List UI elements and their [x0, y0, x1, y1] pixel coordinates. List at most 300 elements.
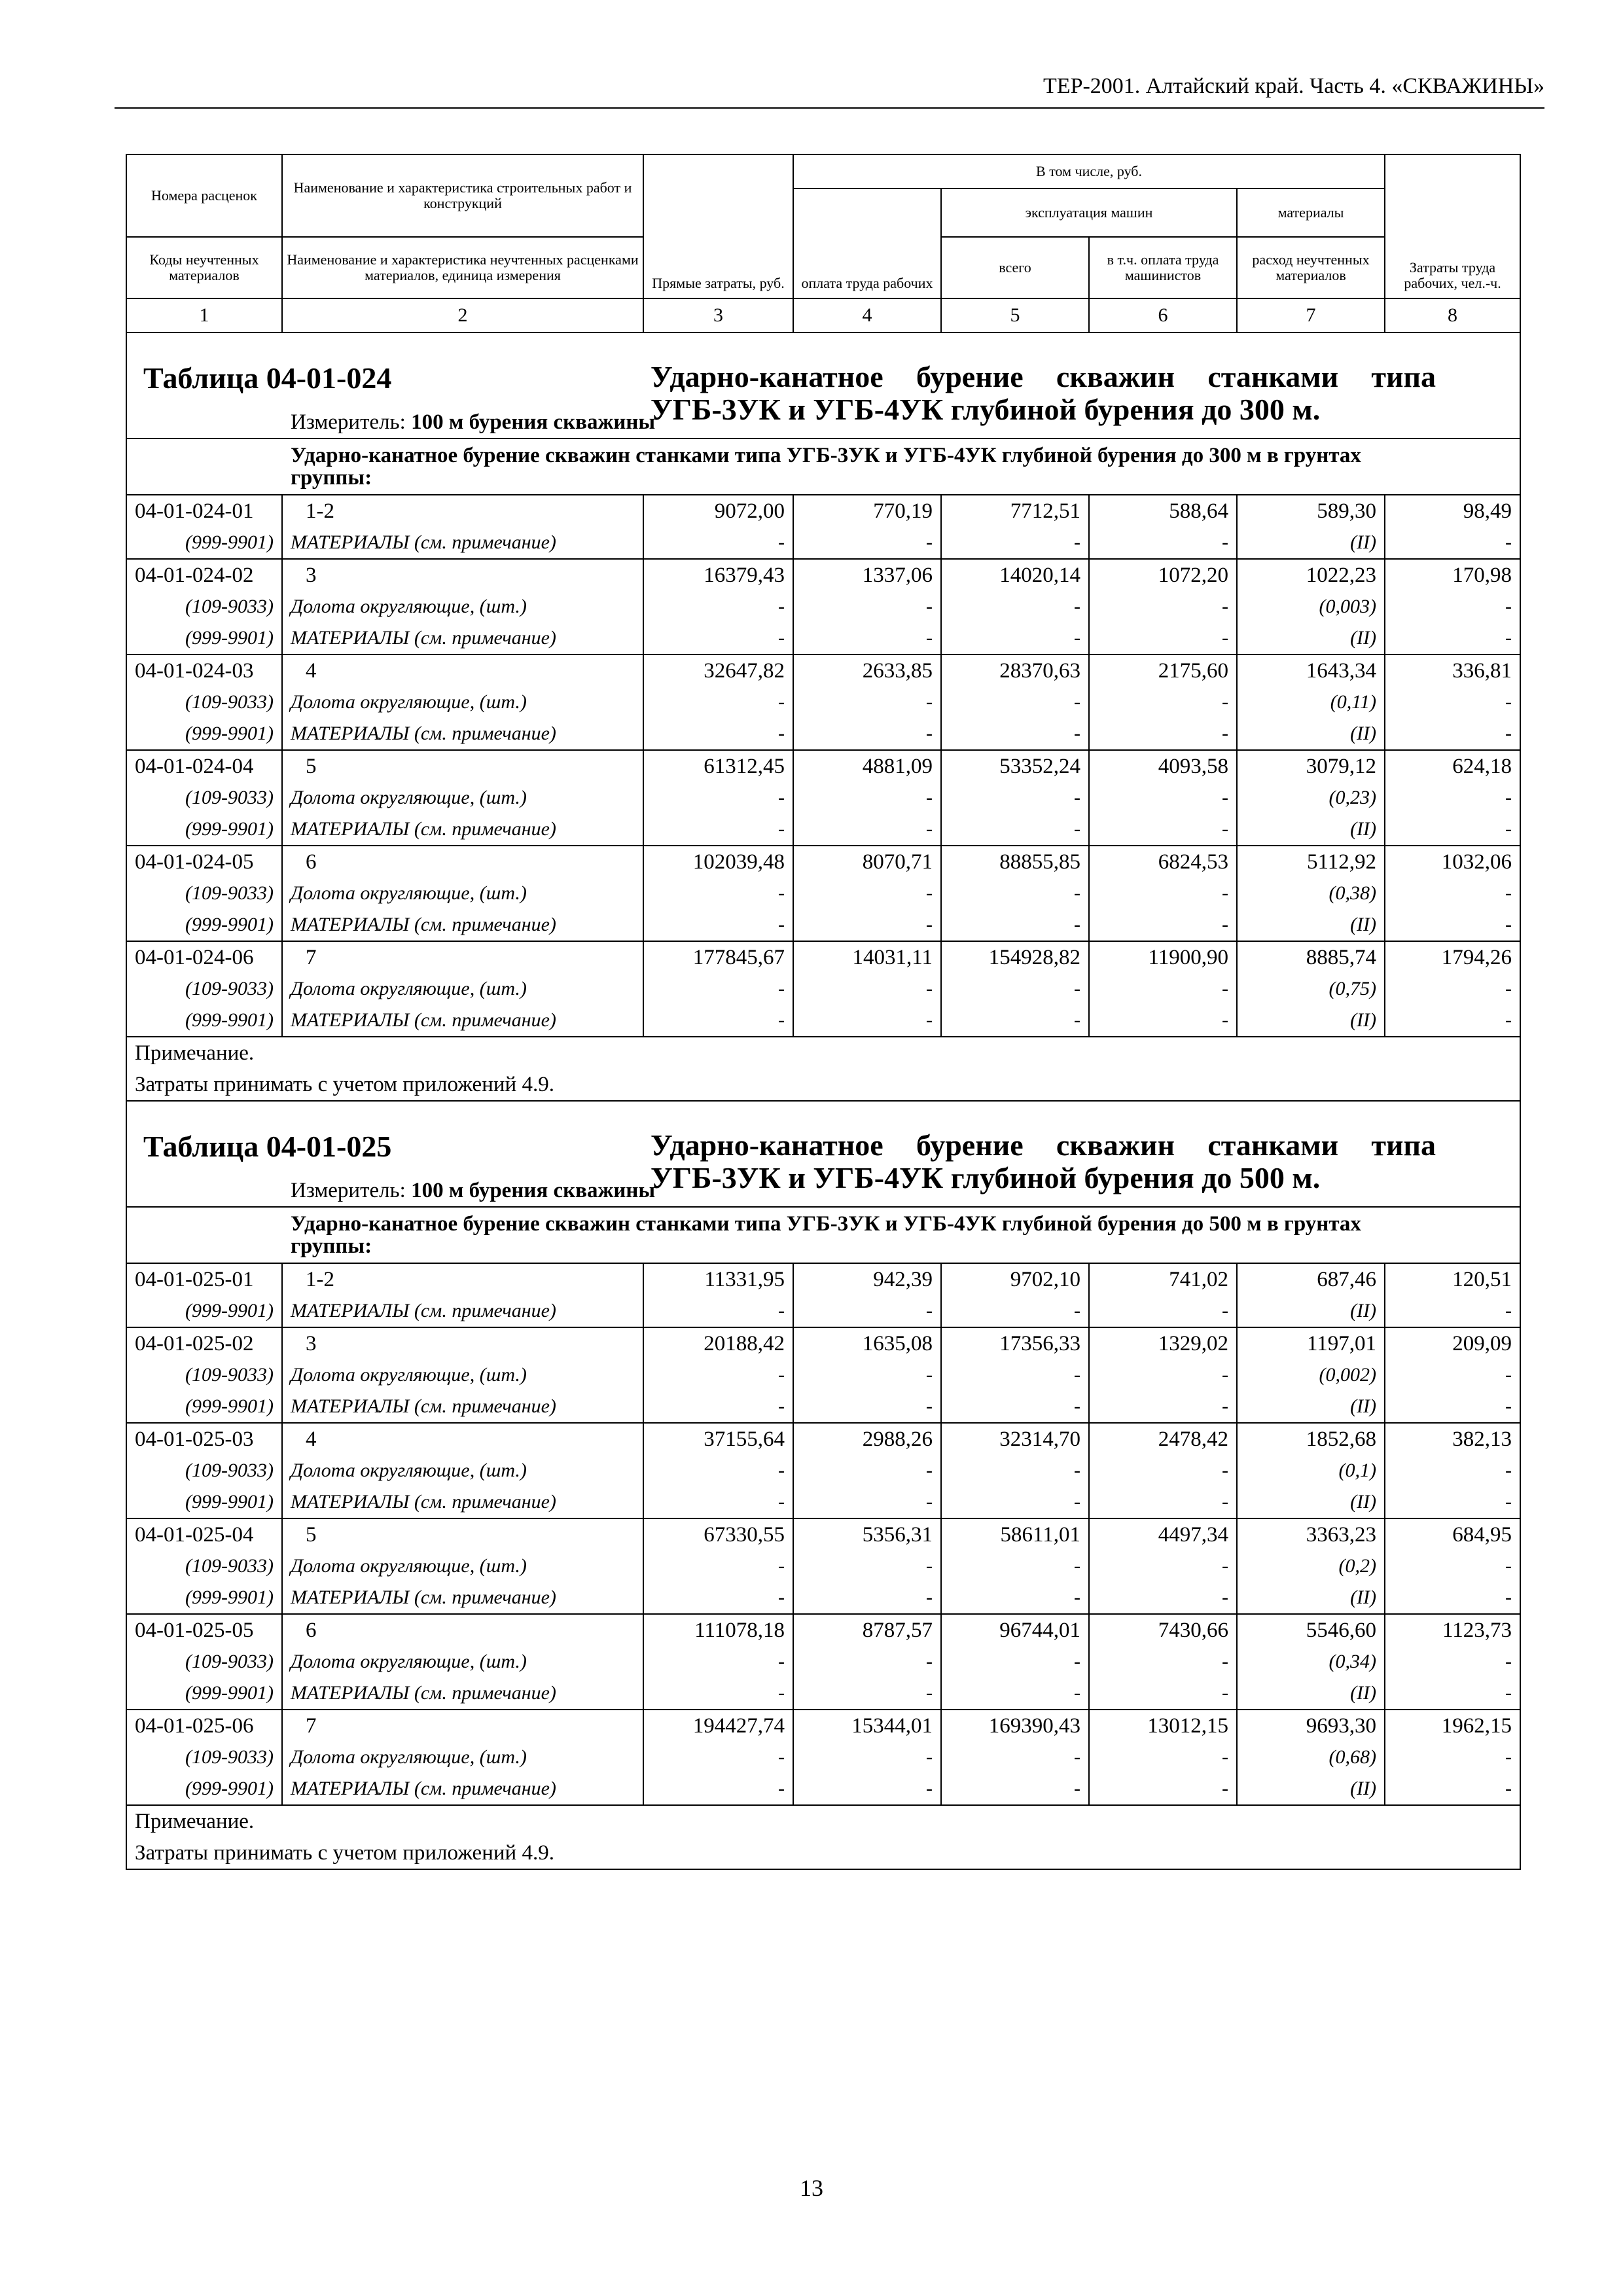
rate-code: 04-01-025-04 [126, 1518, 282, 1551]
value-cell: 28370,63 [941, 655, 1089, 687]
material-usage: (0,68) [1237, 1742, 1385, 1773]
rate-code: 04-01-025-05 [126, 1614, 282, 1646]
running-title: ТЕР-2001. Алтайский край. Часть 4. «СКВАЖИНЫ» [1043, 74, 1544, 98]
material-code: (109-9033) [126, 687, 282, 718]
dash-cell: - [1089, 527, 1237, 559]
rate-name: 6 [282, 1614, 643, 1646]
value-cell: 1337,06 [793, 559, 941, 591]
material-name: МАТЕРИАЛЫ (см. примечание) [282, 718, 643, 750]
group-row [126, 1207, 1520, 1263]
material-usage: (II) [1237, 1773, 1385, 1805]
dash-cell: - [793, 718, 941, 750]
material-code: (999-9901) [126, 1677, 282, 1710]
value-cell: 17356,33 [941, 1327, 1089, 1359]
col-header-labor-costs: Затраты труда рабочих, чел.-ч. [1385, 154, 1520, 298]
dash-cell: - [1385, 527, 1520, 559]
rate-code: 04-01-025-02 [126, 1327, 282, 1359]
dash-cell: - [643, 1391, 793, 1423]
dash-cell: - [643, 1005, 793, 1037]
header-row-1 [126, 154, 1520, 188]
value-cell: 61312,45 [643, 750, 793, 782]
table-row [126, 559, 1520, 591]
dash-cell: - [1385, 1486, 1520, 1518]
rate-code: 04-01-024-05 [126, 846, 282, 878]
value-cell: 194427,74 [643, 1710, 793, 1742]
dash-cell: - [941, 1295, 1089, 1327]
dash-cell: - [1089, 1742, 1237, 1773]
dash-cell: - [941, 687, 1089, 718]
table-row [126, 1518, 1520, 1551]
value-cell: 741,02 [1089, 1263, 1237, 1295]
dash-cell: - [1385, 973, 1520, 1005]
material-name: Долота округляющие, (шт.) [282, 782, 643, 814]
value-cell: 624,18 [1385, 750, 1520, 782]
value-cell: 2633,85 [793, 655, 941, 687]
material-name: МАТЕРИАЛЫ (см. примечание) [282, 527, 643, 559]
material-row [126, 1486, 1520, 1518]
material-code: (999-9901) [126, 527, 282, 559]
group-heading: Ударно-канатное бурение скважин станками типа УГБ-3УК и УГБ-4УК глубиной бурения до 500 м в грунтах группы: [126, 1207, 1520, 1263]
col-number: 1 [126, 298, 282, 332]
table-row [126, 750, 1520, 782]
table-row [126, 846, 1520, 878]
value-cell: 5112,92 [1237, 846, 1385, 878]
material-code: (109-9033) [126, 878, 282, 909]
dash-cell: - [1089, 1295, 1237, 1327]
rate-name: 1-2 [282, 495, 643, 527]
material-name: МАТЕРИАЛЫ (см. примечание) [282, 909, 643, 941]
value-cell: 9072,00 [643, 495, 793, 527]
material-name: МАТЕРИАЛЫ (см. примечание) [282, 1773, 643, 1805]
table-title: Ударно-канатное бурение скважин станками типа УГБ-3УК и УГБ-4УК глубиной бурения до 500 м. [651, 1128, 1436, 1194]
material-name: МАТЕРИАЛЫ (см. примечание) [282, 622, 643, 655]
material-name: Долота округляющие, (шт.) [282, 1455, 643, 1486]
material-usage: (II) [1237, 622, 1385, 655]
dash-cell: - [643, 909, 793, 941]
rate-code: 04-01-024-06 [126, 941, 282, 973]
rate-code: 04-01-024-03 [126, 655, 282, 687]
material-name: Долота округляющие, (шт.) [282, 1551, 643, 1582]
note-text: Затраты принимать с учетом приложений 4.9. [126, 1837, 1520, 1869]
material-row [126, 782, 1520, 814]
value-cell: 1962,15 [1385, 1710, 1520, 1742]
dash-cell: - [793, 687, 941, 718]
dash-cell: - [1385, 591, 1520, 622]
material-row [126, 527, 1520, 559]
material-usage: (II) [1237, 1391, 1385, 1423]
value-cell: 13012,15 [1089, 1710, 1237, 1742]
dash-cell: - [1089, 1486, 1237, 1518]
value-cell: 14031,11 [793, 941, 941, 973]
material-row [126, 591, 1520, 622]
material-row [126, 1005, 1520, 1037]
dash-cell: - [643, 1486, 793, 1518]
note-text: Затраты принимать с учетом приложений 4.9. [126, 1069, 1520, 1101]
material-usage: (0,11) [1237, 687, 1385, 718]
table-id: Таблица 04-01-025 [143, 1130, 392, 1163]
material-code: (109-9033) [126, 1359, 282, 1391]
table-row [126, 1263, 1520, 1295]
rate-name: 3 [282, 559, 643, 591]
value-cell: 9702,10 [941, 1263, 1089, 1295]
value-cell: 7430,66 [1089, 1614, 1237, 1646]
dash-cell: - [643, 1742, 793, 1773]
dash-cell: - [793, 878, 941, 909]
note-row [126, 1069, 1520, 1101]
value-cell: 4093,58 [1089, 750, 1237, 782]
dash-cell: - [643, 1646, 793, 1677]
dash-cell: - [941, 1646, 1089, 1677]
material-usage: (II) [1237, 1677, 1385, 1710]
col-number: 5 [941, 298, 1089, 332]
note-row [126, 1805, 1520, 1837]
value-cell: 120,51 [1385, 1263, 1520, 1295]
value-cell: 8787,57 [793, 1614, 941, 1646]
note-row [126, 1037, 1520, 1069]
material-name: Долота округляющие, (шт.) [282, 1742, 643, 1773]
dash-cell: - [793, 814, 941, 846]
value-cell: 67330,55 [643, 1518, 793, 1551]
dash-cell: - [793, 909, 941, 941]
material-name: МАТЕРИАЛЫ (см. примечание) [282, 1677, 643, 1710]
material-name: МАТЕРИАЛЫ (см. примечание) [282, 814, 643, 846]
dash-cell: - [1385, 1551, 1520, 1582]
material-usage: (0,2) [1237, 1551, 1385, 1582]
value-cell: 1643,34 [1237, 655, 1385, 687]
measurer-value: 100 м бурения скважины [411, 1178, 656, 1202]
material-row [126, 1773, 1520, 1805]
table-body [126, 154, 1520, 1869]
rate-name: 4 [282, 1423, 643, 1455]
dash-cell: - [793, 1677, 941, 1710]
value-cell: 15344,01 [793, 1710, 941, 1742]
value-cell: 11900,90 [1089, 941, 1237, 973]
dash-cell: - [941, 1486, 1089, 1518]
dash-cell: - [793, 973, 941, 1005]
rate-name: 7 [282, 941, 643, 973]
table-id: Таблица 04-01-024 [143, 361, 392, 395]
value-cell: 770,19 [793, 495, 941, 527]
dash-cell: - [793, 1773, 941, 1805]
col-number: 4 [793, 298, 941, 332]
note-row [126, 1837, 1520, 1869]
dash-cell: - [643, 1582, 793, 1614]
dash-cell: - [1385, 1295, 1520, 1327]
material-row [126, 1295, 1520, 1327]
value-cell: 1032,06 [1385, 846, 1520, 878]
value-cell: 1852,68 [1237, 1423, 1385, 1455]
measurer-label: Измеритель: [291, 1178, 406, 1202]
value-cell: 1329,02 [1089, 1327, 1237, 1359]
value-cell: 5356,31 [793, 1518, 941, 1551]
value-cell: 4497,34 [1089, 1518, 1237, 1551]
rate-code: 04-01-025-06 [126, 1710, 282, 1742]
measurer-value: 100 м бурения скважины [411, 410, 656, 434]
dash-cell: - [1089, 1455, 1237, 1486]
value-cell: 6824,53 [1089, 846, 1237, 878]
col-header-workers-pay: оплата труда рабочих [793, 188, 941, 298]
rate-name: 3 [282, 1327, 643, 1359]
dash-cell: - [1089, 782, 1237, 814]
dash-cell: - [1385, 1391, 1520, 1423]
rate-code: 04-01-024-04 [126, 750, 282, 782]
value-cell: 209,09 [1385, 1327, 1520, 1359]
dash-cell: - [1385, 1005, 1520, 1037]
dash-cell: - [1089, 591, 1237, 622]
material-code: (999-9901) [126, 1391, 282, 1423]
rate-name: 5 [282, 750, 643, 782]
dash-cell: - [793, 1005, 941, 1037]
dash-cell: - [643, 718, 793, 750]
material-usage: (II) [1237, 814, 1385, 846]
dash-cell: - [1385, 1582, 1520, 1614]
value-cell: 170,98 [1385, 559, 1520, 591]
dash-cell: - [643, 687, 793, 718]
material-name: МАТЕРИАЛЫ (см. примечание) [282, 1295, 643, 1327]
dash-cell: - [643, 814, 793, 846]
material-code: (999-9901) [126, 622, 282, 655]
material-usage: (II) [1237, 1582, 1385, 1614]
table-row [126, 1614, 1520, 1646]
value-cell: 102039,48 [643, 846, 793, 878]
dash-cell: - [793, 1391, 941, 1423]
table-title-row [126, 332, 1520, 406]
dash-cell: - [1089, 1646, 1237, 1677]
dash-cell: - [1089, 909, 1237, 941]
table-row [126, 495, 1520, 527]
value-cell: 8070,71 [793, 846, 941, 878]
material-row [126, 1646, 1520, 1677]
material-code: (999-9901) [126, 1295, 282, 1327]
dash-cell: - [643, 1359, 793, 1391]
value-cell: 32647,82 [643, 655, 793, 687]
material-row [126, 1551, 1520, 1582]
value-cell: 32314,70 [941, 1423, 1089, 1455]
value-cell: 169390,43 [941, 1710, 1089, 1742]
dash-cell: - [1385, 1455, 1520, 1486]
dash-cell: - [643, 878, 793, 909]
material-code: (999-9901) [126, 814, 282, 846]
col-header-rate-number: Номера расценок [126, 154, 282, 237]
material-usage: (II) [1237, 1295, 1385, 1327]
dash-cell: - [793, 1486, 941, 1518]
material-code: (999-9901) [126, 718, 282, 750]
material-code: (999-9901) [126, 1005, 282, 1037]
dash-cell: - [941, 1742, 1089, 1773]
dash-cell: - [941, 622, 1089, 655]
material-usage: (II) [1237, 527, 1385, 559]
rate-name: 6 [282, 846, 643, 878]
value-cell: 8885,74 [1237, 941, 1385, 973]
dash-cell: - [1385, 1773, 1520, 1805]
material-row [126, 687, 1520, 718]
material-code: (999-9901) [126, 1773, 282, 1805]
dash-cell: - [793, 591, 941, 622]
dash-cell: - [793, 622, 941, 655]
dash-cell: - [941, 973, 1089, 1005]
rate-code: 04-01-024-02 [126, 559, 282, 591]
dash-cell: - [643, 622, 793, 655]
material-usage: (0,75) [1237, 973, 1385, 1005]
value-cell: 177845,67 [643, 941, 793, 973]
dash-cell: - [941, 878, 1089, 909]
value-cell: 5546,60 [1237, 1614, 1385, 1646]
material-name: Долота округляющие, (шт.) [282, 591, 643, 622]
rate-code: 04-01-025-01 [126, 1263, 282, 1295]
table-row [126, 1710, 1520, 1742]
material-code: (109-9033) [126, 591, 282, 622]
dash-cell: - [1089, 687, 1237, 718]
material-name: Долота округляющие, (шт.) [282, 1359, 643, 1391]
dash-cell: - [1089, 1359, 1237, 1391]
column-numbers-row [126, 298, 1520, 332]
material-row [126, 718, 1520, 750]
dash-cell: - [941, 1677, 1089, 1710]
value-cell: 382,13 [1385, 1423, 1520, 1455]
rate-name: 5 [282, 1518, 643, 1551]
table-row [126, 1423, 1520, 1455]
dash-cell: - [1385, 1742, 1520, 1773]
value-cell: 53352,24 [941, 750, 1089, 782]
dash-cell: - [793, 782, 941, 814]
dash-cell: - [941, 1359, 1089, 1391]
material-row [126, 1582, 1520, 1614]
col-header-work-name: Наименование и характеристика строительных работ и конструкций [282, 154, 643, 237]
dash-cell: - [1385, 687, 1520, 718]
dash-cell: - [941, 527, 1089, 559]
price-table [126, 154, 1521, 1870]
dash-cell: - [1385, 1359, 1520, 1391]
material-row [126, 1359, 1520, 1391]
material-name: МАТЕРИАЛЫ (см. примечание) [282, 1582, 643, 1614]
dash-cell: - [643, 1295, 793, 1327]
value-cell: 336,81 [1385, 655, 1520, 687]
value-cell: 96744,01 [941, 1614, 1089, 1646]
value-cell: 589,30 [1237, 495, 1385, 527]
material-code: (999-9901) [126, 1582, 282, 1614]
value-cell: 16379,43 [643, 559, 793, 591]
col-header-machines: эксплуатация машин [941, 188, 1237, 237]
note-label: Примечание. [126, 1805, 1520, 1837]
material-row [126, 1742, 1520, 1773]
value-cell: 11331,95 [643, 1263, 793, 1295]
col-header-material-names: Наименование и характеристика неучтенных расценками материалов, единица измерения [282, 237, 643, 298]
dash-cell: - [1089, 1391, 1237, 1423]
table-title: Ударно-канатное бурение скважин станками типа УГБ-3УК и УГБ-4УК глубиной бурения до 300 м. [651, 360, 1436, 426]
material-row [126, 878, 1520, 909]
dash-cell: - [1089, 1582, 1237, 1614]
dash-cell: - [1385, 622, 1520, 655]
material-name: МАТЕРИАЛЫ (см. примечание) [282, 1005, 643, 1037]
material-code: (999-9901) [126, 909, 282, 941]
rate-name: 7 [282, 1710, 643, 1742]
col-header-machines-total: всего [941, 237, 1089, 298]
col-header-direct-costs: Прямые затраты, руб. [643, 154, 793, 298]
material-name: МАТЕРИАЛЫ (см. примечание) [282, 1391, 643, 1423]
value-cell: 1022,23 [1237, 559, 1385, 591]
material-row [126, 814, 1520, 846]
measurer-label: Измеритель: [291, 410, 406, 434]
material-row [126, 1391, 1520, 1423]
col-number: 6 [1089, 298, 1237, 332]
value-cell: 9693,30 [1237, 1710, 1385, 1742]
rate-name: 1-2 [282, 1263, 643, 1295]
dash-cell: - [793, 1359, 941, 1391]
rate-code: 04-01-024-01 [126, 495, 282, 527]
dash-cell: - [941, 591, 1089, 622]
dash-cell: - [1089, 1005, 1237, 1037]
dash-cell: - [643, 1455, 793, 1486]
value-cell: 1197,01 [1237, 1327, 1385, 1359]
dash-cell: - [643, 1551, 793, 1582]
dash-cell: - [1089, 1773, 1237, 1805]
value-cell: 1123,73 [1385, 1614, 1520, 1646]
material-code: (109-9033) [126, 1646, 282, 1677]
material-usage: (0,003) [1237, 591, 1385, 622]
material-row [126, 622, 1520, 655]
rate-code: 04-01-025-03 [126, 1423, 282, 1455]
material-usage: (0,002) [1237, 1359, 1385, 1391]
dash-cell: - [941, 909, 1089, 941]
value-cell: 687,46 [1237, 1263, 1385, 1295]
dash-cell: - [941, 814, 1089, 846]
col-header-materials: материалы [1237, 188, 1385, 237]
table-row [126, 1327, 1520, 1359]
value-cell: 3079,12 [1237, 750, 1385, 782]
value-cell: 37155,64 [643, 1423, 793, 1455]
value-cell: 111078,18 [643, 1614, 793, 1646]
dash-cell: - [1385, 1677, 1520, 1710]
value-cell: 58611,01 [941, 1518, 1089, 1551]
dash-cell: - [793, 1455, 941, 1486]
dash-cell: - [1385, 909, 1520, 941]
value-cell: 1072,20 [1089, 559, 1237, 591]
material-name: Долота округляющие, (шт.) [282, 878, 643, 909]
value-cell: 942,39 [793, 1263, 941, 1295]
material-code: (109-9033) [126, 973, 282, 1005]
dash-cell: - [1089, 878, 1237, 909]
dash-cell: - [793, 1582, 941, 1614]
dash-cell: - [941, 1391, 1089, 1423]
value-cell: 684,95 [1385, 1518, 1520, 1551]
group-heading: Ударно-канатное бурение скважин станками типа УГБ-3УК и УГБ-4УК глубиной бурения до 300 м в грунтах группы: [126, 439, 1520, 495]
col-header-material-usage: расход неучтенных материалов [1237, 237, 1385, 298]
dash-cell: - [643, 527, 793, 559]
col-header-operators-pay: в т.ч. оплата труда машинистов [1089, 237, 1237, 298]
material-row [126, 1677, 1520, 1710]
dash-cell: - [941, 782, 1089, 814]
dash-cell: - [1089, 622, 1237, 655]
material-row [126, 909, 1520, 941]
col-header-including: В том числе, руб. [793, 154, 1385, 188]
material-usage: (0,38) [1237, 878, 1385, 909]
value-cell: 154928,82 [941, 941, 1089, 973]
col-number: 7 [1237, 298, 1385, 332]
dash-cell: - [793, 1742, 941, 1773]
table-row [126, 941, 1520, 973]
dash-cell: - [1089, 814, 1237, 846]
dash-cell: - [793, 1295, 941, 1327]
dash-cell: - [941, 718, 1089, 750]
material-name: Долота округляющие, (шт.) [282, 1646, 643, 1677]
col-header-material-codes: Коды неучтенных материалов [126, 237, 282, 298]
group-row [126, 439, 1520, 495]
value-cell: 14020,14 [941, 559, 1089, 591]
dash-cell: - [1089, 973, 1237, 1005]
table-row [126, 655, 1520, 687]
value-cell: 2988,26 [793, 1423, 941, 1455]
value-cell: 98,49 [1385, 495, 1520, 527]
